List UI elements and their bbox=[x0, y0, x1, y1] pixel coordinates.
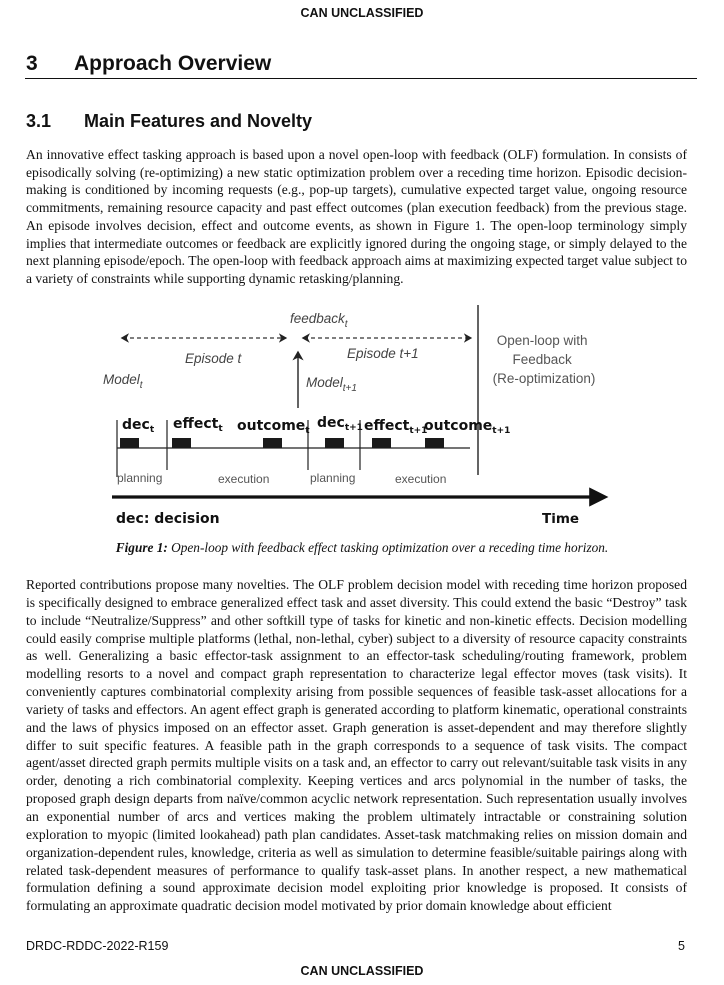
figure-caption bbox=[0, 540, 724, 556]
report-id: DRDC-RDDC-2022-R159 bbox=[26, 939, 169, 953]
olf-label: Open-loop with Feedback (Re-optimization) bbox=[492, 333, 596, 386]
subsection-number: 3.1 bbox=[26, 111, 52, 131]
feedback-label: feedback$_t$ bbox=[290, 311, 348, 330]
legend-dec-decision: dec: decision bbox=[116, 511, 220, 527]
event-label-dec-t: dec$_t$ bbox=[122, 417, 155, 435]
event-label-effect-t: effect$_t$ bbox=[173, 416, 223, 434]
event-block-effect-t bbox=[172, 438, 191, 448]
figure-1-diagram bbox=[90, 300, 630, 535]
body-paragraph-2: Reported contributions propose many novelties. The OLF problem decision model with receding time horizon proposed is specifically designed to embrace generalized effect task and asset diversity. This could extend the basic “Destroy” task to include “Neutralize/Suppress” and other softkill type of tasks for kinetic and non-kinetic effects. Decision modelling could easily comprise multiple platforms (lethal, non-lethal, cyber) subject to a diversity of resource capacity constraints as well. Generalizing a basic effector-task assignment to an effector-task scheduling/routing framework, problem modelling resorts to a novel and compact graph representation to characterize legal effector moves (task visits). It conveniently captures combinatorial complexity arising from possible sequences of feasible task-asset allocations for a variety of tasks and effectors. An agent effect graph is generated according to platform kinematic, operational constraints and the laws of physics imposed on an effector asset. Graph generation is asset-dependent and may therefore slightly differ to suit specific features. A feasible path in the graph corresponds to a sequence of task visits. The compact agent/asset directed graph permits multiple visits on a task and, an effector to carry out relevant/suitable task visits in any order, denoting a rich combinatorial complexity. Keeping vertices and arcs polynomial in the number of tasks, the proposed graph design departs from naïve/common acyclic network representation. Such representation usually involves an exponential number of arcs and vertices making the problem ultimately intractable or constraining solution exploration to myopic (limited lookahead) path plan candidates. Asset-task matchmaking relies on mission domain and organization-dependent rules, knowledge, criteria as well as simulation to determine feasible/suitable pairings along with related task-dependent measures of performance to qualify task-asset plans. In another respect, a new mathematical formulation defining a sound approximate decision model exploiting prior knowledge is proposed. It consists of formulating an approximate quadratic decision model motivated by prior domain knowledge about efficient bbox=[26, 577, 687, 914]
event-block-outcome-t bbox=[263, 438, 282, 448]
event-block-effect-t1 bbox=[372, 438, 391, 448]
event-block-dec-t1 bbox=[325, 438, 344, 448]
model-t1-label: Model$_{t+1}$ bbox=[306, 375, 357, 394]
classification-header: CAN UNCLASSIFIED bbox=[300, 6, 424, 20]
subsection-title: Main Features and Novelty bbox=[84, 111, 313, 131]
phase-label-execution-t: execution bbox=[218, 472, 270, 486]
figure-caption-label: Figure 1: bbox=[115, 540, 168, 555]
event-block-outcome-t1 bbox=[425, 438, 444, 448]
section-title: Approach Overview bbox=[74, 52, 272, 75]
phase-label-execution-t1: execution bbox=[395, 472, 447, 486]
episode-t1-label: Episode t+1 bbox=[347, 346, 419, 361]
figure-caption-text: Open-loop with feedback effect tasking optimization over a receding time horizon. bbox=[167, 540, 609, 555]
phase-label-planning-t: planning bbox=[117, 471, 163, 485]
section-number: 3 bbox=[26, 52, 38, 75]
body-paragraph-1: An innovative effect tasking approach is based upon a novel open-loop with feedback (OLF) formulation. In consists of episodically solving (re-optimizing) a new static optimization problem over a receding time horizon. Episodic decision-making is conditioned by incoming requests (e.g., pop-up targets), cumulative expected target value, ongoing resource commitments, remaining resource capacity and past effect outcomes (plan execution feedback) from the previous stage. An episode involves decision, effect and outcome events, as shown in Figure 1. The open-loop terminology simply implies that intermediate outcomes or feedback are explicitly ignored during the ongoing stage, or simply delayed to the next planning episode/epoch. The open-loop with feedback approach aims at maximizing expected target value subject to a variety of constraints while supporting dynamic retasking/planning. bbox=[26, 147, 687, 286]
episode-t-label: Episode t bbox=[185, 351, 242, 366]
section-heading bbox=[25, 50, 697, 79]
event-label-outcome-t1: outcome$_{t+1}$ bbox=[424, 418, 511, 436]
page-number: 5 bbox=[678, 939, 685, 953]
event-label-effect-t1: effect$_{t+1}$ bbox=[364, 418, 428, 436]
event-label-dec-t1: dec$_{t+1}$ bbox=[317, 415, 363, 433]
model-t-label: Model$_t$ bbox=[103, 372, 143, 391]
phase-label-planning-t1: planning bbox=[310, 471, 356, 485]
event-label-outcome-t: outcome$_t$ bbox=[237, 418, 310, 436]
time-axis-label: Time bbox=[542, 511, 580, 527]
event-block-dec-t bbox=[120, 438, 139, 448]
classification-footer: CAN UNCLASSIFIED bbox=[300, 964, 424, 978]
